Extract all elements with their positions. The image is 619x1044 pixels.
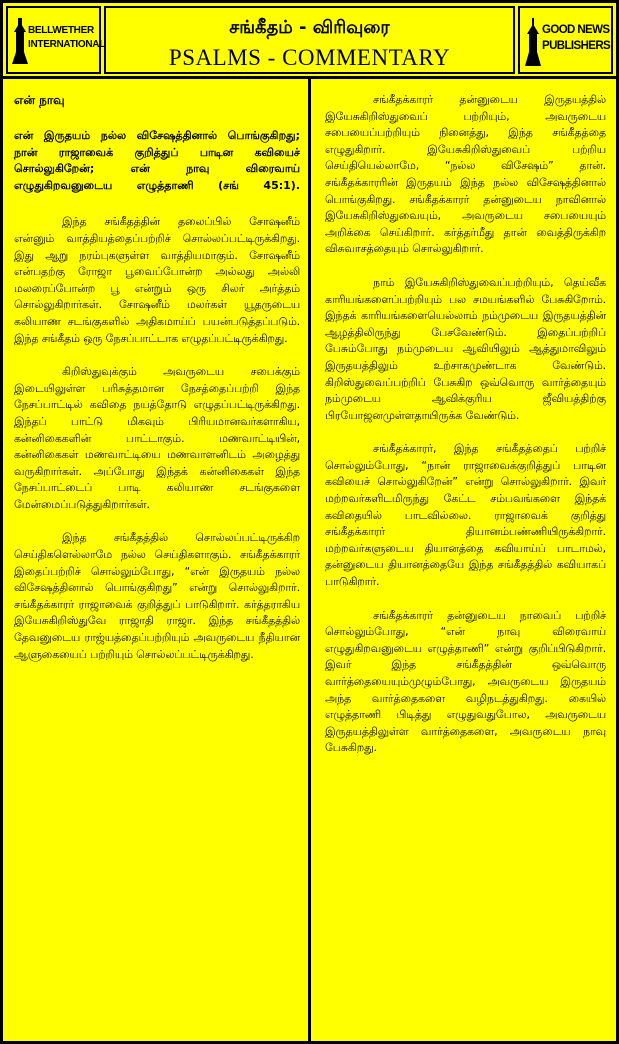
right-paragraph-2: நாம் இயேசுகிறிஸ்துவைப்பற்றியும், தெய்வீக காரியங்களைப்பற்றியும் பல சமயங்களில் பேசுகிறோம். இந்தக் காரியங்களையெல்லாம் நம்முடைய இருதயத்தின் ஆழத்திலிருந்து பேசவேண்டும். இதைப்பற்றிப் பேசும்போது நம்முடைய ஆவியிலும் ஆத்துமாவிலும் இருதயத்திலும் உற்சாகமுண்டாக வேண்டும். கிறிஸ்துவைப்பற்றிப் பேசுகிற ஒவ்வொரு வார்த்தையும் நம்முடைய ஆவிக்குரிய ஜீவியத்திற்கு பிரயோஜனமுள்ளதாயிருக்க வேண்டும். xyxy=(325,275,606,422)
right-paragraph-1: சங்கீதக்காரர் தன்னுடைய இருதயத்தில் இயேசுகிறிஸ்துவைப் பற்றியும், அவருடைய சபையைப்பற்றியும் நினைத்து, இந்த சங்கீதத்தை எழுதுகிறார். இயேசுகிறிஸ்துவைப் பற்றிய செய்தியெல்லாமே, “நல்ல விசேஷம்” தான். சங்கீதக்காரரின் இருதயம் இந்த நல்ல விசேஷத்தினால் பொங்குகிறது. சங்கீதக்காரர் தன்னுடைய நாவினால் இயேசுகிறிஸ்துவையும், அவருடைய சபையையும் அறிக்கை செய்கிறார். கர்த்தர்மீது தான் வைத்திருக்கிற விசுவாசத்தையும் சொல்லுகிறார். xyxy=(325,93,606,256)
logo-right-line2: PUBLISHERS xyxy=(542,40,611,52)
logo-right-line1: GOOD NEWS xyxy=(542,24,610,36)
title-box xyxy=(104,6,515,74)
good-news-logo xyxy=(518,6,613,74)
page-title-tamil: சங்கீதம் - விரிவுரை xyxy=(229,17,390,38)
logo-left-line1: BELLWETHER xyxy=(28,25,94,36)
left-column xyxy=(3,79,311,1041)
logo-left-line2: INTERNATIONAL xyxy=(28,39,106,50)
right-paragraph-3: சங்கீதக்காரர், இந்த சங்கீதத்தைப் பற்றிச் சொல்லும்போது, “நான் ராஜாவைக்குறித்துப் பாடின கவியைச் சொல்லுகிறேன்” என்று சொல்லுகிறார். இவர் மற்றவர்களிடமிருந்து கேட்ட சம்பவங்களை இந்தக் கவிதையில் பாடவில்லை. ராஜாவைக் குறித்து சங்கீதக்காரர் தியானம்பண்ணியிருக்கிறார். மற்றவர்களுடைய தியானத்தை கவியாய்ப் பாடாமல், தன்னுடைய தியானத்தையே இந்த சங்கீதத்தில் கவியாகப் பாடுகிறார். xyxy=(325,442,606,589)
left-paragraph-3: இந்த சங்கீதத்தில் சொல்லப்பட்டிருக்கிற செய்திகளெல்லாமே நல்ல செய்திகளாகும். சங்கீதக்காரர் இதைப்பற்றிச் சொல்லும்போது, “என் இருதயம் நல்ல விசேஷத்தினால் பொங்குகிறது” என்று சொல்லுகிறார். சங்கீதக்காரர் ராஜாவைக் குறித்துப் பாடுகிறார். கர்த்தராகிய இயேசுகிறிஸ்துவே ராஜாதி ராஜா. இந்த சங்கீதத்தில் தேவனுடைய ராஜ்யத்தைப்பற்றியும் அவருடைய நீதியான ஆளுகையைப் பற்றியும் சொல்லப்பட்டிருக்கிறது. xyxy=(14,531,300,661)
section-heading: என் நாவு xyxy=(14,93,65,107)
left-paragraph-2: கிறிஸ்துவுக்கும் அவருடைய சபைக்கும் இடையிலுள்ள பரிசுத்தமான நேசத்தைப்பற்றி இந்த நேசப்பாட்டில் கவிதை நயத்தோடு எழுதப்பட்டிருக்கிறது. இந்தப் பாட்டு மிகவும் பிரியமானவர்களாகிய, கன்னிகைகளின் பாட்டாகும். மணவாட்டியின், கன்னிகைகள் மணவாட்டியை மணவாளனிடம் அழைத்து வருகிறார்கள். அப்போது இந்தக் கன்னிகைகள் இந்த நேசப்பாட்டைப் பாடி கலியாண சடங்குகளை மேன்மைப்படுத்துகிறார்கள். xyxy=(14,365,300,511)
verse-quote: என் இருதயம் நல்ல விசேஷத்தினால் பொங்குகிறது; நான் ராஜாவைக் குறித்துப் பாடின கவியைச் சொல்லுகிறேன்; என் நாவு விரைவாய் எழுதுகிறவனுடைய எழுத்தாணி (சங் 45:1). xyxy=(14,129,300,192)
tower-mark-icon xyxy=(524,18,542,66)
right-column xyxy=(311,79,616,1041)
page-title-english: PSALMS - COMMENTARY xyxy=(168,45,451,70)
right-paragraph-4: சங்கீதக்காரர் தன்னுடைய நாவைப் பற்றிச் சொல்லும்போது, “என் நாவு விரைவாய் எழுதுகிறவனுடைய எழுத்தாணி” என்று குறிப்பிடுகிறார். இவர் இந்த சங்கீதத்தின் ஒவ்வொரு வார்த்தையையும்முழும்போது, அவருடைய இருதயம் அந்த வார்த்தைகளை வழிநடத்துகிறது. கையில் எழுத்தாணி பிடித்து எழுதுவதுபோல, அவருடைய இருதயத்திலுள்ள வார்த்தைகளை, அவருடைய நாவு பேசுகிறது. xyxy=(325,608,606,755)
header xyxy=(3,3,616,79)
left-paragraph-1: இந்த சங்கீதத்தின் தலைப்பில் சோஷனீம் என்னும் வாத்தியத்தைப்பற்றிச் சொல்லப்பட்டிருக்கிறது. இது ஆறு நரம்புகளுள்ள வாத்தியமாகும். சோஷனீம் என்பதற்கு ரோஜா பூவைப்போன்ற அல்லது அல்லி மலரைப்போன்ற பூ என்றும் ஒரு சிலர் அர்த்தம் சொல்லுகிறார்கள். சோஷனீம் மலர்கள் யூதருடைய கலியாண சடங்குகளில் அதிகமாய்ப் பயன்படுத்தப்படும். இந்த சங்கீதம் ஒரு நேசப்பாட்டாக எழுதப்பட்டிருக்கிறது. xyxy=(14,215,300,345)
bellwether-mark-icon xyxy=(12,18,28,64)
bellwether-logo xyxy=(6,6,106,74)
